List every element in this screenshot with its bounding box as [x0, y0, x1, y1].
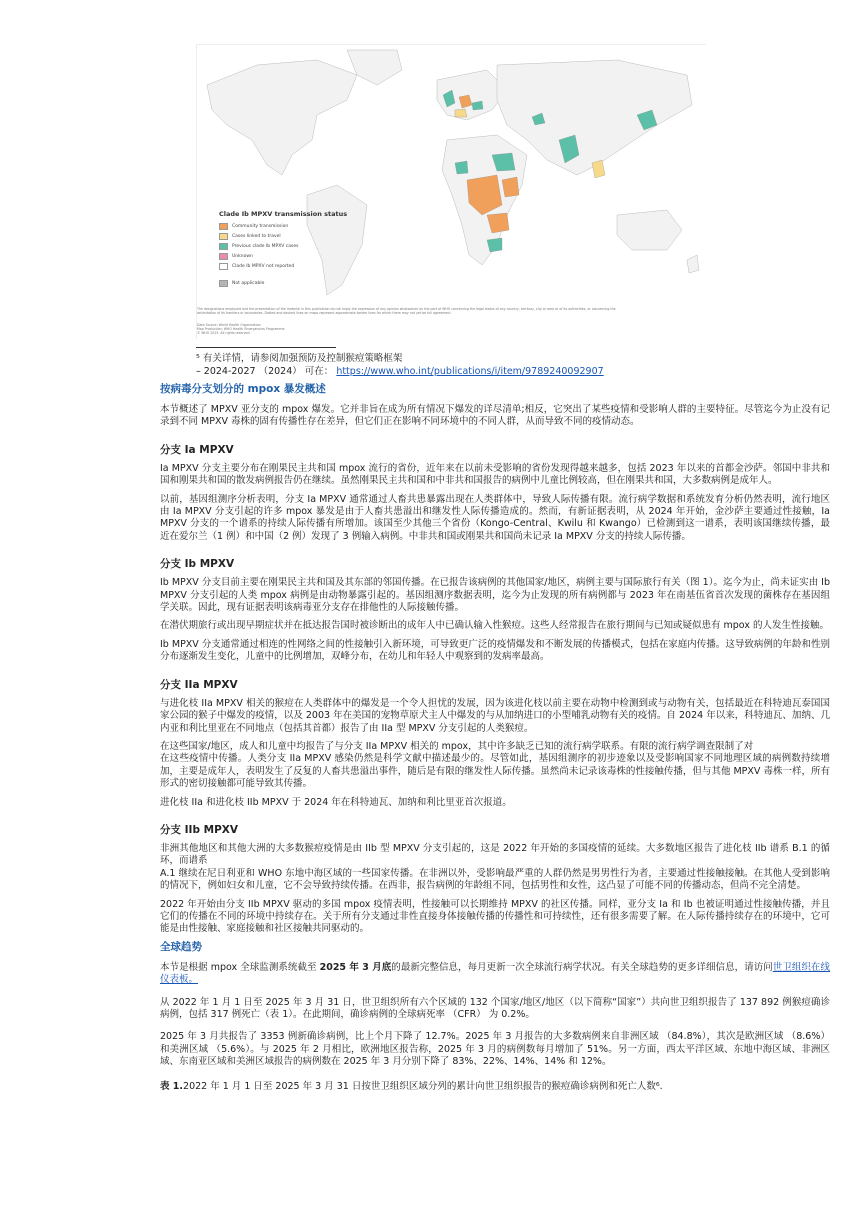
footnote-prefix: – 2024-2027 （2024） 可在：: [196, 366, 334, 377]
legend-label: Cases linked to travel: [232, 233, 281, 239]
legend-item-previous: [219, 241, 369, 251]
paragraph: 进化枝 IIa 和进化枝 IIb MPXV 于 2024 年在科特迪瓦、加纳和利比里亚首次报道。: [160, 796, 512, 808]
map-source: Data Source: World Health Organization Map Production: WHO Health Emergencies Programme © WHO 2025. All rights reserved.: [197, 323, 285, 335]
legend-item-travel: [219, 231, 369, 241]
paragraph: Ib MPXV 分支目前主要在刚果民主共和国及其东部的邻国传播。在已报告该病例的其他国家/地区，病例主要与国际旅行有关（图 1）。迄今为止，尚未证实由 Ib MPXV 分支引起的人类 mpox 病例是由动物暴露引起的。基因组测序数据表明，迄今为止发现的所有病例都与 2023 年在南基伍省首次发现的菌株存在基因组学关联。因此，现有证据表明该病毒亚分支存在排他性的人际接触传播。: [160, 577, 830, 614]
dashboard-link[interactable]: 世卫组织在线仪表板。: [160, 961, 830, 986]
table-label: 表 1.: [160, 1080, 184, 1092]
text: 本节是根据 mpox 全球监测系统截至: [160, 961, 320, 973]
footnote: [196, 352, 604, 378]
legend-label: Not applicable: [232, 280, 265, 286]
section-title-trends: 全球趋势: [160, 940, 202, 953]
paragraph: [160, 962, 830, 987]
legend-swatch: [219, 243, 228, 250]
subsection-title-iib: 分支 IIb MPXV: [160, 823, 239, 836]
map-legend: [219, 210, 369, 288]
paragraph: A.1 继续在尼日利亚和 WHO 东地中海区域的一些国家传播。在非洲以外，受影响最严重的人群仍然是男男性行为者，主要通过性接触接触。在其他人受到影响的情况下，例如妇女和儿童，它不会导致持续传播。在西非，报告病例的年龄组不同，包括男性和女性，这凸显了可能不同的传播动态，但尚不完全清楚。: [160, 867, 830, 892]
legend-item-not-applicable: [219, 278, 369, 288]
legend-title: Clade Ib MPXV transmission status: [219, 210, 348, 218]
paragraph: 本节概述了 MPXV 亚分支的 mpox 爆发。它并非旨在成为所有情况下爆发的详尽清单;相反，它突出了某些疫情和受影响人群的主要特征。尽管迄今为止没有记录到不同 MPXV 毒株的固有传播性存在差异，但它们正在影响不同环境中的不同人群，从而导致不同的疫情动态。: [160, 404, 830, 428]
legend-swatch: [219, 280, 228, 287]
legend-label: Clade Ib MPXV not reported: [232, 263, 295, 269]
subsection-title-ia: 分支 Ia MPXV: [160, 443, 234, 456]
legend-label: Unknown: [232, 253, 253, 259]
paragraph: 以前，基因组测序分析表明，分支 Ia MPXV 通常通过人畜共患暴露出现在人类群体中，导致人际传播有限。流行病学数据和系统发育分析仍然表明，流行地区由 Ia MPXV 分支引起的许多 mpox 暴发是由于人畜共患溢出和继发性人际传播造成的。然而，有新证据表明，从 2024 年开始，金沙萨主要通过性接触，Ia MPXV 分支的一个谱系的持续人际传播有所增加。该国至少其他三个省份（Kongo-Central、Kwilu 和 Kwango）已检测到这一谱系，表明该国继续传播，最近在爱尔兰（1 例）和中国（2 例）发现了 3 例输入病例。中非共和国或刚果共和国尚未记录 Ia MPXV 分支的持续人际传播。: [160, 493, 830, 542]
legend-label: Community transmission: [232, 223, 289, 229]
section-title-overview: 按病毒分支划分的 mpox 暴发概述: [160, 383, 326, 395]
legend-swatch: [219, 253, 228, 260]
paragraph: 从 2022 年 1 月 1 日至 2025 年 3 月 31 日，世卫组织所有六个区域的 132 个国家/地区/地区（以下简称“国家”）共向世卫组织报告了 137 892 例猴痘确诊病例，包括 317 例死亡（表 1）。在此期间，确诊病例的全球病死率 （CFR） 为 0.2%。: [160, 996, 830, 1020]
paragraph: Ia MPXV 分支主要分布在刚果民主共和国 mpox 流行的省份，近年来在以前未受影响的省份发现得越来越多，包括 2023 年以来的首都金沙萨。邻国中非共和国和刚果共和国的散发病例报告仍在继续。虽然刚果民主共和国和中非共和国报告的病例中儿童比例较高，但在刚果共和国，大多数病例是成年人。: [160, 462, 830, 487]
map-disclaimer: The designations employed and the presentation of the material in this publication do not imply the expression of any opinion whatsoever on the part of WHO concerning the legal status of any country, territory, city or area or of its authorities, or concerning the delimitation of its frontiers or boundaries. Dotted and dashed lines on maps represent approximate border lines for which there may not yet be full agreement.: [197, 307, 616, 315]
legend-item-not-reported: [219, 261, 369, 271]
table-caption-text: 2022 年 1 月 1 日至 2025 年 3 月 31 日按世卫组织区域分列的累计向世卫组织报告的猴痘确诊病例和死亡人数⁶.: [183, 1080, 663, 1092]
legend-swatch: [219, 223, 228, 230]
paragraph: 在这些国家/地区，成人和儿童中均报告了与分支 IIa MPXV 相关的 mpox，其中许多缺乏已知的流行病学联系。有限的流行病学调查限制了对: [160, 740, 754, 752]
subsection-title-iia: 分支 IIa MPXV: [160, 678, 238, 691]
paragraph: 在潜伏期旅行或出现早期症状并在抵达报告国时被诊断出的成年人中已确认输入性猴痘。这些人经常报告在旅行期间与已知或疑似患有 mpox 的人发生性接触。: [160, 620, 829, 632]
transmission-map: [196, 44, 706, 339]
footnote-separator: [196, 347, 336, 348]
subsection-title-ib: 分支 Ib MPXV: [160, 558, 235, 571]
paragraph: 2022 年开始由分支 IIb MPXV 驱动的多国 mpox 疫情表明，性接触可以长期维持 MPXV 的社区传播。同样，亚分支 Ia 和 Ib 也被证明通过性接触传播，并且它们的传播在不同的环境中持续存在。关于所有分支通过非性直接身体接触传播的传播性和可持续性，还有很多需要了解。在人际传播持续存在的环境中，它可能是由性接触、家庭接触和社区接触共同驱动的。: [160, 898, 830, 935]
world-map-graphic: [197, 45, 707, 340]
footnote-line1: ⁵ 有关详情，请参阅加强预防及控制猴痘策略框架: [196, 353, 403, 364]
footnote-link[interactable]: https://www.who.int/publications/i/item/9789240092907: [336, 366, 604, 377]
paragraph: 2025 年 3 月共报告了 3353 例新确诊病例，比上个月下降了 12.7%。2025 年 3 月报告的大多数病例来自非洲区域 （84.8%），其次是欧洲区域 （8.6%） 和美洲区域 （5.6%）。与 2025 年 2 月相比，欧洲地区报告称，2025 年 3 月的病例数每月增加了 51%。另一方面，西太平洋区域、东地中海区域、非洲区域、东南亚区域和美洲区域报告的病例数在 2025 年 3 月分别下降了 83%、22%、14%、14% 和 12%。: [160, 1031, 830, 1068]
paragraph: 在这些疫情中传播。人类分支 IIa MPXV 感染仍然是科学文献中描述最少的。尽管如此，基因组测序的初步迹象以及受影响国家不同地理区域的病例数持续增加，主要是成年人，表明发生了反复的人畜共患溢出事件，随后是有限的继发性人际传播。虽然尚未记录该毒株的性接触传播，但与其他 MPXV 毒株一样，所有形式的密切接触都可能导致其传播。: [160, 753, 830, 790]
legend-item-unknown: [219, 251, 369, 261]
legend-swatch: [219, 233, 228, 240]
legend-swatch: [219, 263, 228, 270]
footnote-line2: [196, 365, 604, 378]
table-caption: [160, 1081, 830, 1093]
legend-item-community: [219, 221, 369, 231]
text: 的最新完整信息，每月更新一次全球流行病学状况。有关全球趋势的更多详细信息，请访问: [391, 961, 773, 973]
paragraph: 与进化枝 IIa MPXV 相关的猴痘在人类群体中的爆发是一个令人担忧的发展，因为该进化枝以前主要在动物中检测到或与动物有关，包括最近在科特迪瓦泰国国家公园的猴子中爆发的疫情，以及 2003 年在美国的宠物草原犬主人中爆发的与从加纳进口的小型哺乳动物有关的疫情。自 2024 年以来，科特迪瓦、加纳、几内亚和利比里亚在不同地点（包括其首都）报告了由 IIa 型 MPXV 分支引起的人类猴痘。: [160, 697, 830, 734]
bold-text: 2025 年 3 月底: [319, 961, 392, 973]
legend-label: Previous clade Ib MPXV cases: [232, 243, 299, 249]
paragraph: Ib MPXV 分支通常通过相连的性网络之间的性接触引入新环境，可导致更广泛的疫情爆发和不断发展的传播模式，包括在家庭内传播。这导致病例的年龄和性别分布逐渐发生变化，儿童中的比例增加，双峰分布，在幼儿和年轻人中观察到的发病率最高。: [160, 638, 830, 663]
main-content: [160, 382, 830, 1093]
paragraph: 非洲其他地区和其他大洲的大多数猴痘疫情是由 IIb 型 MPXV 分支引起的，这是 2022 年开始的多国疫情的延续。大多数地区报告了进化枝 IIb 谱系 B.1 的循环，而谱系: [160, 842, 830, 867]
